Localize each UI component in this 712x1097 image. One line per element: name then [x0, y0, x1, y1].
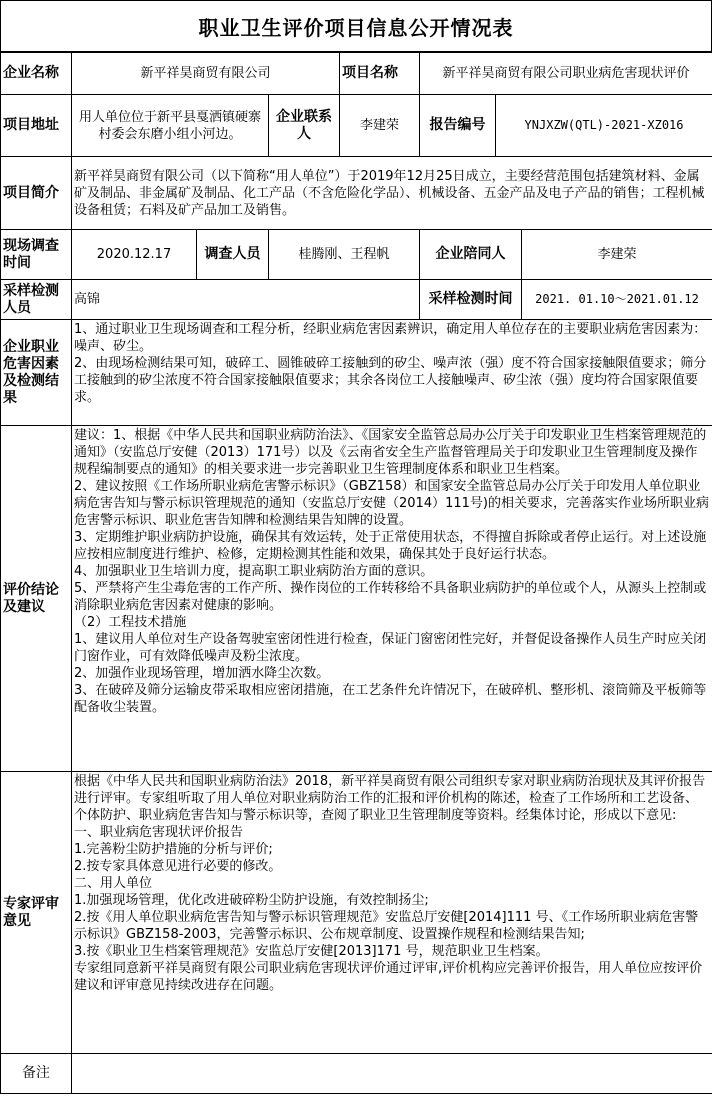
report-number-value: YNJXZW(QTL)-2021-XZ016: [496, 95, 712, 157]
row-survey: [1, 230, 712, 280]
row-company: [1, 53, 712, 95]
project-intro-label: 项目简介: [1, 157, 72, 230]
row-evaluation: [1, 426, 712, 772]
sampler-label: 采样检测人员: [1, 280, 72, 320]
expert-paragraph: 专家组同意新平祥昊商贸有限公司职业病危害现状评价通过评审,评价机构应完善评价报告，用人单位应按评价建议和评审意见持续改进存在问题。: [74, 961, 703, 993]
row-remark: [1, 1054, 712, 1094]
project-address-value: 用人单位位于新平县戛洒镇硬寨村委会东磨小组小河边。: [72, 95, 269, 157]
evaluation-paragraph: 5、严禁将产生尘毒危害的工作产所、操作岗位的工作转移给不具备职业病防护的单位或个人，从源头上控制或消除职业病危害因素对健康的影响。: [74, 581, 707, 613]
report-number-label: 报告编号: [420, 95, 496, 157]
sampling-time-label: 采样检测时间: [420, 280, 522, 320]
expert-paragraph: 一、职业病危害现状评价报告: [74, 825, 244, 840]
evaluation-paragraph: 建议：1、根据《中华人民共和国职业病防治法》、《国家安全监管总局办公厅关于印发职业卫生档案管理规范的通知》（安监总厅安健（2013）171号）以及《云南省安全生产监督管理局关于印发职业卫生管理制度及操作规程编制要点的通知》的相关要求进一步完善职业卫生管理制度体系和职业卫生档案。: [74, 428, 707, 477]
surveyor-value: 桂腾刚、王程帆: [269, 230, 420, 280]
hazard-content: [72, 320, 712, 426]
company-name-label: 企业名称: [1, 53, 72, 95]
expert-paragraph: 2.按《用人单位职业病危害告知与警示标识管理规范》安监总厅安健[2014]111 号、《工作场所职业病危害警示标识》GBZ158-2003，完善警示标识、公布规章制度、设置操作规程和检测结果告知;: [74, 910, 699, 942]
sampler-value: 高锦: [72, 280, 420, 320]
project-name-value: 新平祥昊商贸有限公司职业病危害现状评价: [420, 53, 712, 95]
sampling-time-value: 2021. 01.10～2021.01.12: [522, 280, 712, 320]
evaluation-paragraph: 3、定期维护职业病防护设施，确保其有效运转，处于正常使用状态，不得擅自拆除或者停止运行。对上述设施应按相应制度进行维护、检修，定期检测其性能和效果，确保其处于良好运行状态。: [74, 530, 707, 562]
form-title: 职业卫生评价项目信息公开情况表: [0, 0, 712, 52]
evaluation-paragraph: 2、建议按照《工作场所职业病危害警示标识》（GBZ158）和国家安全监管总局办公厅关于印发用人单位职业病危害告知与警示标识管理规范的通知（安监总厅安健（2014）111号)的相关要求，完善落实作业场所职业病危害警示标识、职业危害告知牌和检测结果告知牌的设置。: [74, 479, 709, 528]
evaluation-paragraph: 4、加强职业卫生培训力度，提高职工职业病防治方面的意识。: [74, 564, 434, 579]
expert-paragraph: 2.按专家具体意见进行必要的修改。: [74, 859, 282, 874]
row-expert: [1, 772, 712, 1054]
row-intro: [1, 157, 712, 230]
project-name-label: 项目名称: [340, 53, 420, 95]
expert-paragraph: 二、用人单位: [74, 876, 153, 891]
evaluation-paragraph: 2、加强作业现场管理，增加洒水降尘次数。: [74, 666, 330, 681]
info-table: [0, 52, 712, 1094]
expert-paragraph: 3.按《职业卫生档案管理规范》安监总厅安健[2013]171 号，规范职业卫生档案。: [74, 944, 549, 959]
expert-review-content: [72, 772, 712, 1054]
remark-label: 备注: [1, 1054, 72, 1094]
evaluation-content: [72, 426, 712, 772]
hazard-paragraph: 1、通过职业卫生现场调查和工程分析，经职业病危害因素辨识，确定用人单位存在的主要职业病危害因素为：噪声、矽尘。: [74, 322, 707, 354]
survey-time-value: 2020.12.17: [72, 230, 197, 280]
escort-label: 企业陪同人: [420, 230, 522, 280]
expert-review-label: 专家评审意见: [1, 772, 72, 1054]
hazard-paragraph: 2、由现场检测结果可知，破碎工、圆锥破碎工接触到的矽尘、噪声浓（强）度不符合国家接触限值要求；筛分工接触到的矽尘浓度不符合国家接触限值要求；其余各岗位工人接触噪声、矽尘浓（强）度均符合国家限值要求。: [74, 356, 707, 405]
survey-time-label: 现场调查时间: [1, 230, 72, 280]
remark-value: [72, 1054, 712, 1094]
contact-person-label: 企业联系人: [269, 95, 340, 157]
row-hazard: [1, 320, 712, 426]
project-intro-value: 新平祥昊商贸有限公司（以下简称“用人单位”）于2019年12月25日成立，主要经营范围包括建筑材料、金属矿及制品、非金属矿及制品、化工产品（不含危险化学品）、机械设备、五金产品及电子产品的销售；工程机械设备租赁；石料及矿产品加工及销售。: [72, 157, 712, 230]
evaluation-paragraph: （2）工程技术措施: [74, 615, 187, 630]
row-sampling: [1, 280, 712, 320]
evaluation-paragraph: 3、在破碎及筛分运输皮带采取相应密闭措施，在工艺条件允许情况下，在破碎机、整形机、滚筒筛及平板筛等配备收尘装置。: [74, 683, 707, 715]
contact-person-value: 李建荣: [340, 95, 420, 157]
company-name-value: 新平祥昊商贸有限公司: [72, 53, 340, 95]
project-address-label: 项目地址: [1, 95, 72, 157]
expert-paragraph: 1.加强现场管理，优化改进破碎粉尘防护设施，有效控制扬尘;: [74, 893, 429, 908]
escort-value: 李建荣: [522, 230, 712, 280]
hazard-label: 企业职业危害因素及检测结果: [1, 320, 72, 426]
expert-paragraph: 1.完善粉尘防护措施的分析与评价;: [74, 842, 273, 857]
row-address: [1, 95, 712, 157]
surveyor-label: 调查人员: [197, 230, 269, 280]
evaluation-label: 评价结论及建议: [1, 426, 72, 772]
expert-paragraph: 根据《中华人民共和国职业病防治法》2018，新平祥昊商贸有限公司组织专家对职业病防治现状及其评价报告进行评审。专家组听取了用人单位对职业病防治工作的汇报和评价机构的陈述，检查了工作场所和工艺设备、个体防护、职业病危害告知与警示标识等，查阅了职业卫生管理制度等资料。经集体讨论，形成以下意见:: [74, 774, 706, 823]
evaluation-paragraph: 1、建议用人单位对生产设备驾驶室密闭性进行检查，保证门窗密闭性完好，并督促设备操作人员生产时应关闭门窗作业，可有效降低噪声及粉尘浓度。: [74, 632, 707, 664]
